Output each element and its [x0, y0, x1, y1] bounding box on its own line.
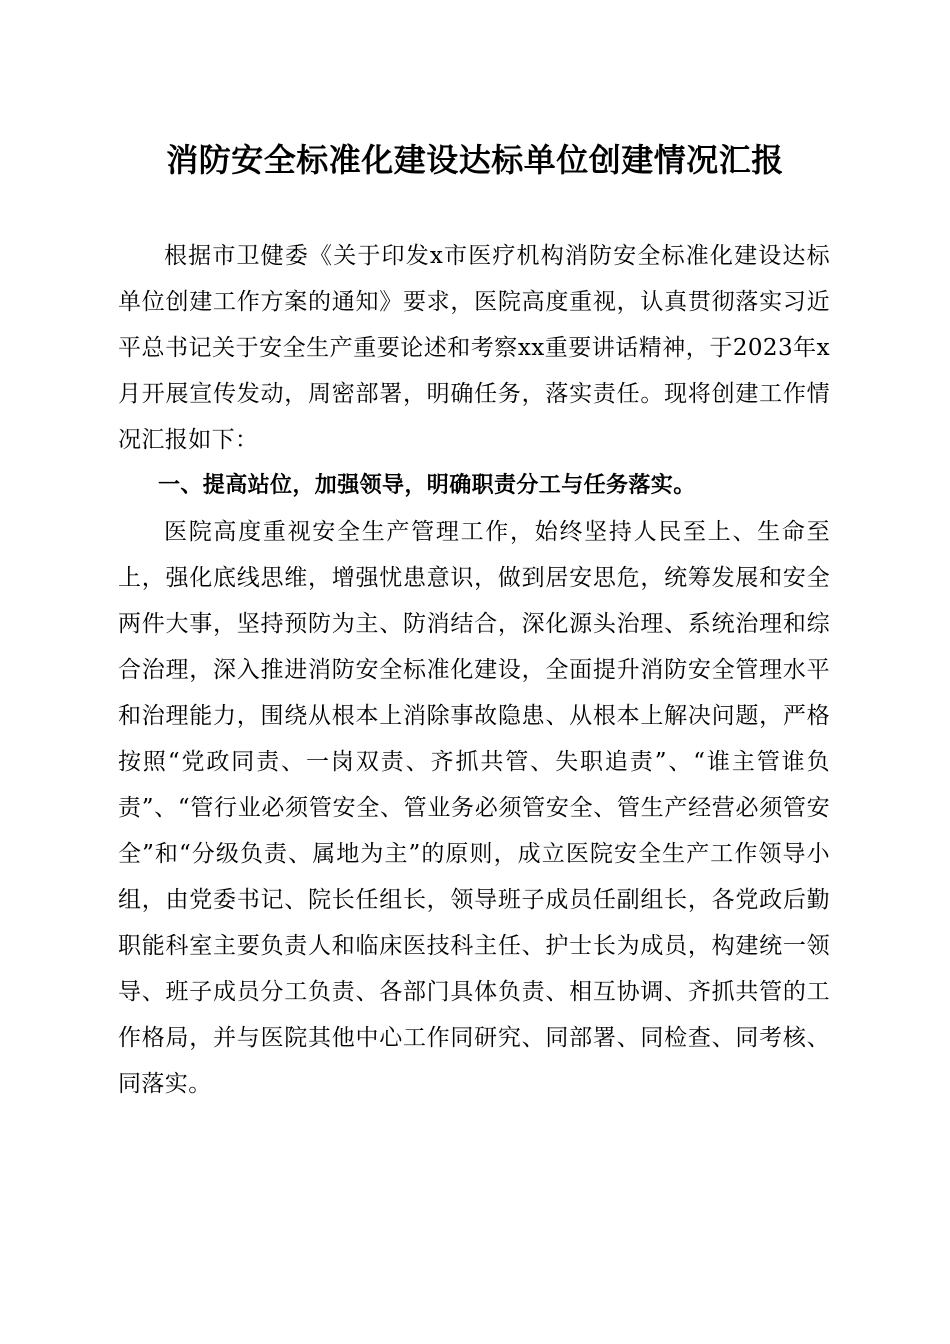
document-title: 消防安全标准化建设达标单位创建情况汇报 [166, 141, 784, 179]
document-body [118, 233, 830, 1107]
section-1-paragraph: 医院高度重视安全生产管理工作，始终坚持人民至上、生命至上，强化底线思维，增强忧患意识，做到居安思危，统筹发展和安全两件大事，坚持预防为主、防消结合，深化源头治理、系统治理和综合治理，深入推进消防安全标准化建设，全面提升消防安全管理水平和治理能力，围绕从根本上消除事故隐患、从根本上解决问题，严格按照“党政同责、一岗双责、齐抓共管、失职追责”、“谁主管谁负责”、“管行业必须管安全、管业务必须管安全、管生产经营必须管安全”和“分级负责、属地为主”的原则，成立医院安全生产工作领导小组，由党委书记、院长任组长，领导班子成员任副组长，各党政后勤职能科室主要负责人和临床医技科主任、护士长为成员，构建统一领导、班子成员分工负责、各部门具体负责、相互协调、齐抓共管的工作格局，并与医院其他中心工作同研究、同部署、同检查、同考核、同落实。 [118, 519, 830, 1097]
intro-paragraph: 根据市卫健委《关于印发x市医疗机构消防安全标准化建设达标单位创建工作方案的通知》要求，医院高度重视，认真贯彻落实习近平总书记关于安全生产重要论述和考察xx重要讲话精神，于2023年x月开展宣传发动，周密部署，明确任务，落实责任。现将创建工作情况汇报如下： [118, 243, 830, 453]
section-1-heading: 一、提高站位，加强领导，明确职责分工与任务落实。 [158, 473, 696, 498]
